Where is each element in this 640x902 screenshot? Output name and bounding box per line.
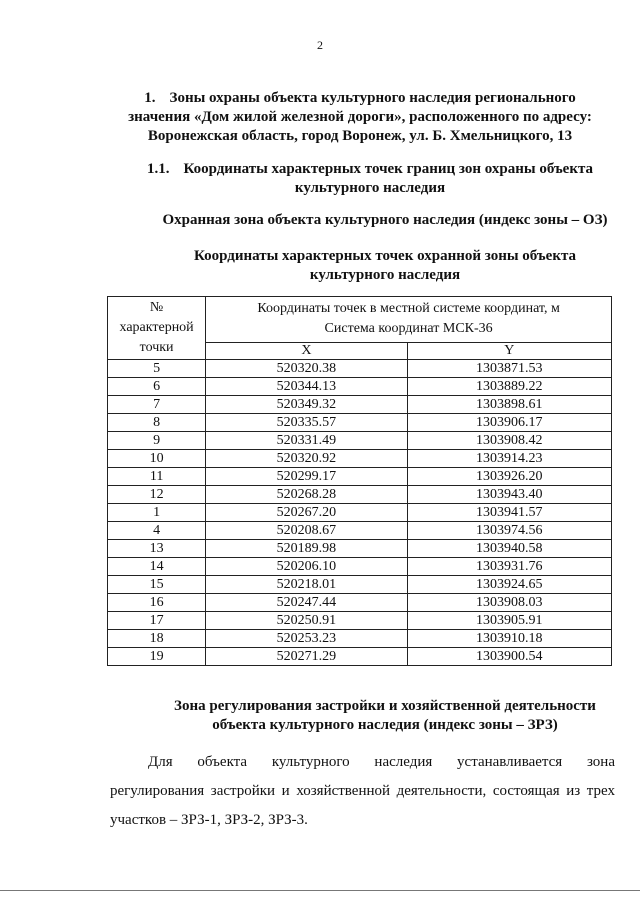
table-row (108, 378, 612, 396)
cell-point: 14 (108, 558, 206, 576)
cell-point: 18 (108, 630, 206, 648)
table-row (108, 576, 612, 594)
cell-point: 7 (108, 396, 206, 414)
table-title (155, 247, 615, 285)
paragraph-line-1: Для объекта культурного наследия устанавливается зона (148, 754, 615, 770)
cell-y: 1303931.76 (407, 558, 611, 576)
table-row (108, 630, 612, 648)
regulation-zone-title (150, 697, 620, 735)
table-row (108, 612, 612, 630)
table-row (108, 504, 612, 522)
cell-point: 11 (108, 468, 206, 486)
header-coordinate-system: Координаты точек в местной системе координат, м Система координат МСК-36 (206, 297, 612, 343)
cell-point: 1 (108, 504, 206, 522)
section-1-number: 1. (144, 90, 156, 106)
cell-x: 520208.67 (206, 522, 407, 540)
table-row (108, 648, 612, 666)
cell-y: 1303910.18 (407, 630, 611, 648)
cell-x: 520271.29 (206, 648, 407, 666)
zone-paragraph (110, 748, 615, 835)
cell-x: 520206.10 (206, 558, 407, 576)
cell-x: 520267.20 (206, 504, 407, 522)
cell-y: 1303974.56 (407, 522, 611, 540)
page-bottom-edge (0, 890, 640, 891)
table-row (108, 360, 612, 378)
cell-x: 520349.32 (206, 396, 407, 414)
cell-y: 1303898.61 (407, 396, 611, 414)
cell-point: 12 (108, 486, 206, 504)
cell-point: 5 (108, 360, 206, 378)
protection-zone-title: Охранная зона объекта культурного наследия (индекс зоны – ОЗ) (162, 212, 608, 228)
cell-x: 520253.23 (206, 630, 407, 648)
cell-y: 1303940.58 (407, 540, 611, 558)
header-x: X (206, 342, 407, 359)
section-1-line-3: Воронежская область, город Воронеж, ул. Б. Хмельницкого, 13 (147, 128, 573, 144)
cell-y: 1303914.23 (407, 450, 611, 468)
cell-point: 19 (108, 648, 206, 666)
cell-x: 520320.92 (206, 450, 407, 468)
table-row (108, 414, 612, 432)
regulation-zone-title-line-1: Зона регулирования застройки и хозяйственной деятельности (174, 698, 596, 714)
cell-point: 17 (108, 612, 206, 630)
section-1-line-1: 1. Зоны охраны объекта культурного наследия регионального (144, 90, 576, 106)
section-1-1-heading (120, 160, 620, 198)
cell-point: 10 (108, 450, 206, 468)
cell-x: 520331.49 (206, 432, 407, 450)
cell-x: 520218.01 (206, 576, 407, 594)
cell-x: 520299.17 (206, 468, 407, 486)
cell-y: 1303943.40 (407, 486, 611, 504)
paragraph-line-2: регулирования застройки и хозяйственной деятельности, состоящая из трех (110, 783, 615, 799)
cell-y: 1303889.22 (407, 378, 611, 396)
cell-point: 8 (108, 414, 206, 432)
cell-y: 1303908.03 (407, 594, 611, 612)
table-row (108, 558, 612, 576)
table-row (108, 432, 612, 450)
section-1-1-number: 1.1. (146, 161, 170, 177)
cell-y: 1303908.42 (407, 432, 611, 450)
section-1-1-line-2: культурного наследия (294, 180, 446, 196)
paragraph-line-3: участков – ЗРЗ-1, ЗРЗ-2, ЗРЗ-3. (110, 812, 308, 828)
section-1-1-line-1: 1.1. Координаты характерных точек границ зон охраны объекта (146, 161, 594, 177)
cell-y: 1303926.20 (407, 468, 611, 486)
table-row (108, 468, 612, 486)
table-row (108, 486, 612, 504)
cell-x: 520268.28 (206, 486, 407, 504)
cell-point: 4 (108, 522, 206, 540)
table-row (108, 450, 612, 468)
cell-point: 13 (108, 540, 206, 558)
coordinates-table (107, 296, 612, 666)
table-row (108, 396, 612, 414)
cell-x: 520320.38 (206, 360, 407, 378)
cell-y: 1303941.57 (407, 504, 611, 522)
cell-point: 9 (108, 432, 206, 450)
cell-x: 520250.91 (206, 612, 407, 630)
regulation-zone-title-line-2: объекта культурного наследия (индекс зоны – ЗРЗ) (212, 717, 558, 733)
cell-x: 520247.44 (206, 594, 407, 612)
header-point-number: № характерной точки (108, 297, 206, 360)
section-1-line-2: значения «Дом жилой железной дороги», расположенного по адресу: (128, 109, 592, 125)
cell-y: 1303900.54 (407, 648, 611, 666)
table-row (108, 594, 612, 612)
header-y: Y (407, 342, 611, 359)
cell-y: 1303924.65 (407, 576, 611, 594)
cell-y: 1303871.53 (407, 360, 611, 378)
cell-point: 16 (108, 594, 206, 612)
table-row (108, 522, 612, 540)
cell-y: 1303905.91 (407, 612, 611, 630)
cell-point: 15 (108, 576, 206, 594)
page-number: 2 (317, 38, 323, 52)
table-row (108, 540, 612, 558)
cell-x: 520344.13 (206, 378, 407, 396)
table-title-line-1: Координаты характерных точек охранной зоны объекта (193, 248, 577, 264)
cell-point: 6 (108, 378, 206, 396)
table-title-line-2: культурного наследия (309, 267, 461, 283)
section-1-heading (100, 89, 620, 146)
cell-y: 1303906.17 (407, 414, 611, 432)
cell-x: 520335.57 (206, 414, 407, 432)
cell-x: 520189.98 (206, 540, 407, 558)
